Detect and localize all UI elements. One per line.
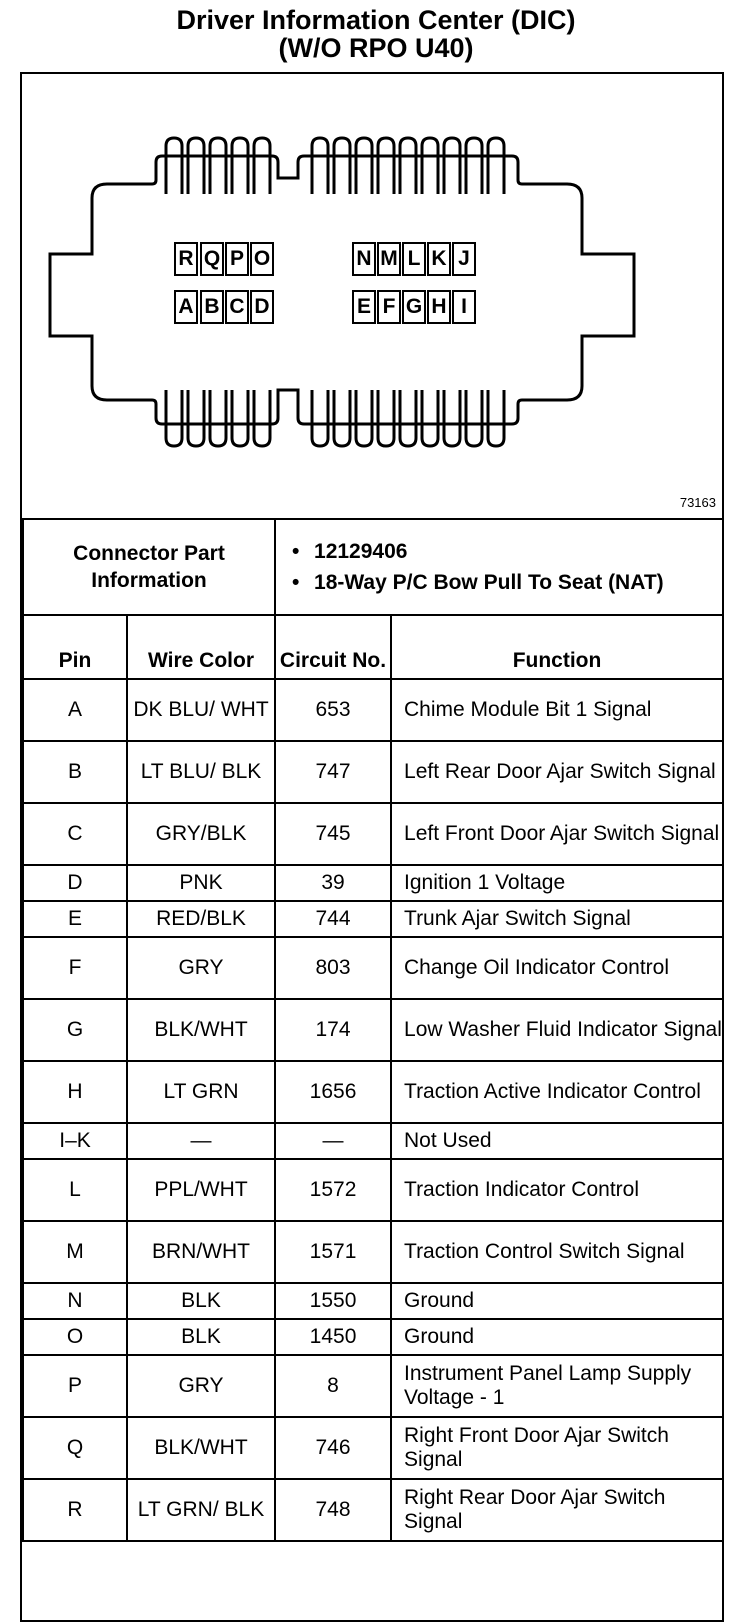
connector-info-row: [23, 519, 723, 615]
function-cell: Right Front Door Ajar Switch Signal: [391, 1417, 723, 1479]
pin-cell: R: [23, 1479, 127, 1541]
table-row: [23, 1283, 723, 1319]
top-finger: [378, 138, 394, 194]
top-finger: [232, 138, 248, 194]
table-row: [23, 1159, 723, 1221]
connector-pin-i: I: [452, 290, 476, 324]
function-cell: Right Rear Door Ajar Switch Signal: [391, 1479, 723, 1541]
connector-body: [50, 156, 634, 424]
connector-pin-j: J: [452, 242, 476, 276]
circuit-cell: 745: [275, 803, 391, 865]
part-number-text: 12129406: [314, 540, 408, 563]
figure-number: 73163: [679, 495, 716, 510]
function-cell: Not Used: [391, 1123, 723, 1159]
circuit-cell: 746: [275, 1417, 391, 1479]
top-finger: [312, 138, 328, 194]
top-finger: [334, 138, 350, 194]
table-row: [23, 999, 723, 1061]
connector-pin-b: B: [200, 290, 224, 324]
connector-pin-r: R: [174, 242, 198, 276]
table-row: [23, 937, 723, 999]
bottom-finger: [254, 390, 270, 446]
table-row: [23, 679, 723, 741]
table-row: [23, 741, 723, 803]
circuit-cell: 174: [275, 999, 391, 1061]
function-cell: Traction Control Switch Signal: [391, 1221, 723, 1283]
top-finger: [400, 138, 416, 194]
connector-pin-c: C: [225, 290, 249, 324]
wire-color-cell: LT BLU/ BLK: [127, 741, 275, 803]
wire-color-cell: DK BLU/ WHT: [127, 679, 275, 741]
table-row: [23, 803, 723, 865]
pin-cell: F: [23, 937, 127, 999]
connector-pin-a: A: [174, 290, 198, 324]
connector-description-text: 18-Way P/C Bow Pull To Seat (NAT): [314, 571, 664, 594]
function-cell: Low Washer Fluid Indicator Signal: [391, 999, 723, 1061]
pinout-rows: [23, 679, 723, 1541]
circuit-cell: 1572: [275, 1159, 391, 1221]
table-row: [23, 1355, 723, 1417]
connector-pin-o: O: [250, 242, 274, 276]
pin-cell: D: [23, 865, 127, 901]
table-row: [23, 1221, 723, 1283]
pin-cell: L: [23, 1159, 127, 1221]
function-cell: Left Front Door Ajar Switch Signal: [391, 803, 723, 865]
connector-pin-h: H: [427, 290, 451, 324]
connector-frame: [20, 72, 724, 1622]
pin-cell: Q: [23, 1417, 127, 1479]
wire-color-cell: GRY: [127, 1355, 275, 1417]
connector-info-label: [23, 519, 275, 615]
pin-cell: A: [23, 679, 127, 741]
connector-pin-k: K: [427, 242, 451, 276]
connector-pin-d: D: [250, 290, 274, 324]
pin-cell: P: [23, 1355, 127, 1417]
circuit-cell: 1550: [275, 1283, 391, 1319]
header-wire-color: Wire Color: [127, 615, 275, 679]
table-row: [23, 901, 723, 937]
circuit-cell: 1450: [275, 1319, 391, 1355]
column-header-row: [23, 615, 723, 679]
top-finger: [444, 138, 460, 194]
part-number: • 12129406: [292, 540, 408, 563]
table-row: [23, 865, 723, 901]
bottom-finger: [444, 390, 460, 446]
top-finger: [188, 138, 204, 194]
wire-color-cell: RED/BLK: [127, 901, 275, 937]
function-cell: Ground: [391, 1319, 723, 1355]
connector-pin-q: Q: [200, 242, 224, 276]
header-pin: Pin: [23, 615, 127, 679]
top-finger: [422, 138, 438, 194]
function-cell: Chime Module Bit 1 Signal: [391, 679, 723, 741]
top-finger: [166, 138, 182, 194]
connector-pin-f: F: [377, 290, 401, 324]
wire-color-cell: PPL/WHT: [127, 1159, 275, 1221]
circuit-cell: 803: [275, 937, 391, 999]
circuit-cell: 653: [275, 679, 391, 741]
top-finger: [254, 138, 270, 194]
wire-color-cell: BLK/WHT: [127, 999, 275, 1061]
function-cell: Change Oil Indicator Control: [391, 937, 723, 999]
circuit-cell: 748: [275, 1479, 391, 1541]
function-cell: Trunk Ajar Switch Signal: [391, 901, 723, 937]
wire-color-cell: PNK: [127, 865, 275, 901]
wire-color-cell: BLK: [127, 1283, 275, 1319]
wire-color-cell: GRY: [127, 937, 275, 999]
bottom-finger: [422, 390, 438, 446]
top-finger: [356, 138, 372, 194]
connector-diagram: [22, 74, 722, 520]
connector-info-label-text: Connector Part Information: [73, 542, 225, 592]
table-row: [23, 1479, 723, 1541]
bottom-finger: [466, 390, 482, 446]
bottom-finger: [166, 390, 182, 446]
circuit-cell: 744: [275, 901, 391, 937]
pinout-table: [22, 518, 724, 1542]
pin-cell: E: [23, 901, 127, 937]
pin-cell: I–K: [23, 1123, 127, 1159]
bottom-finger: [488, 390, 504, 446]
connector-pin-m: M: [377, 242, 401, 276]
wire-color-cell: LT GRN/ BLK: [127, 1479, 275, 1541]
page-subtitle: (W/O RPO U40): [278, 33, 474, 63]
wire-color-cell: —: [127, 1123, 275, 1159]
connector-pin-p: P: [225, 242, 249, 276]
pin-cell: O: [23, 1319, 127, 1355]
connector-pin-n: N: [352, 242, 376, 276]
table-row: [23, 1417, 723, 1479]
top-finger: [488, 138, 504, 194]
wire-color-cell: BRN/WHT: [127, 1221, 275, 1283]
connector-pin-g: G: [402, 290, 426, 324]
connector-pin-e: E: [352, 290, 376, 324]
header-function: Function: [391, 615, 723, 679]
circuit-cell: 8: [275, 1355, 391, 1417]
top-finger: [466, 138, 482, 194]
pin-cell: M: [23, 1221, 127, 1283]
pin-cell: N: [23, 1283, 127, 1319]
function-cell: Instrument Panel Lamp Supply Voltage - 1: [391, 1355, 723, 1417]
pin-cell: G: [23, 999, 127, 1061]
wire-color-cell: GRY/BLK: [127, 803, 275, 865]
connector-pin-l: L: [402, 242, 426, 276]
function-cell: Ground: [391, 1283, 723, 1319]
bottom-finger: [400, 390, 416, 446]
top-finger: [210, 138, 226, 194]
circuit-cell: 1656: [275, 1061, 391, 1123]
circuit-cell: —: [275, 1123, 391, 1159]
bottom-finger: [312, 390, 328, 446]
wire-color-cell: BLK: [127, 1319, 275, 1355]
function-cell: Left Rear Door Ajar Switch Signal: [391, 741, 723, 803]
bottom-finger: [232, 390, 248, 446]
page-title: Driver Information Center (DIC): [176, 5, 576, 35]
function-cell: Traction Indicator Control: [391, 1159, 723, 1221]
wire-color-cell: BLK/WHT: [127, 1417, 275, 1479]
pin-cell: C: [23, 803, 127, 865]
bottom-finger: [334, 390, 350, 446]
table-row: [23, 1061, 723, 1123]
table-row: [23, 1319, 723, 1355]
header-circuit: Circuit No.: [275, 615, 391, 679]
bottom-finger: [210, 390, 226, 446]
circuit-cell: 1571: [275, 1221, 391, 1283]
pin-cell: H: [23, 1061, 127, 1123]
function-cell: Ignition 1 Voltage: [391, 865, 723, 901]
bottom-finger: [378, 390, 394, 446]
pin-cell: B: [23, 741, 127, 803]
circuit-cell: 39: [275, 865, 391, 901]
function-cell: Traction Active Indicator Control: [391, 1061, 723, 1123]
connector-info-values: [275, 519, 723, 615]
table-row: [23, 1123, 723, 1159]
bottom-finger: [356, 390, 372, 446]
circuit-cell: 747: [275, 741, 391, 803]
wire-color-cell: LT GRN: [127, 1061, 275, 1123]
bottom-finger: [188, 390, 204, 446]
connector-description: • 18-Way P/C Bow Pull To Seat (NAT): [292, 571, 664, 594]
